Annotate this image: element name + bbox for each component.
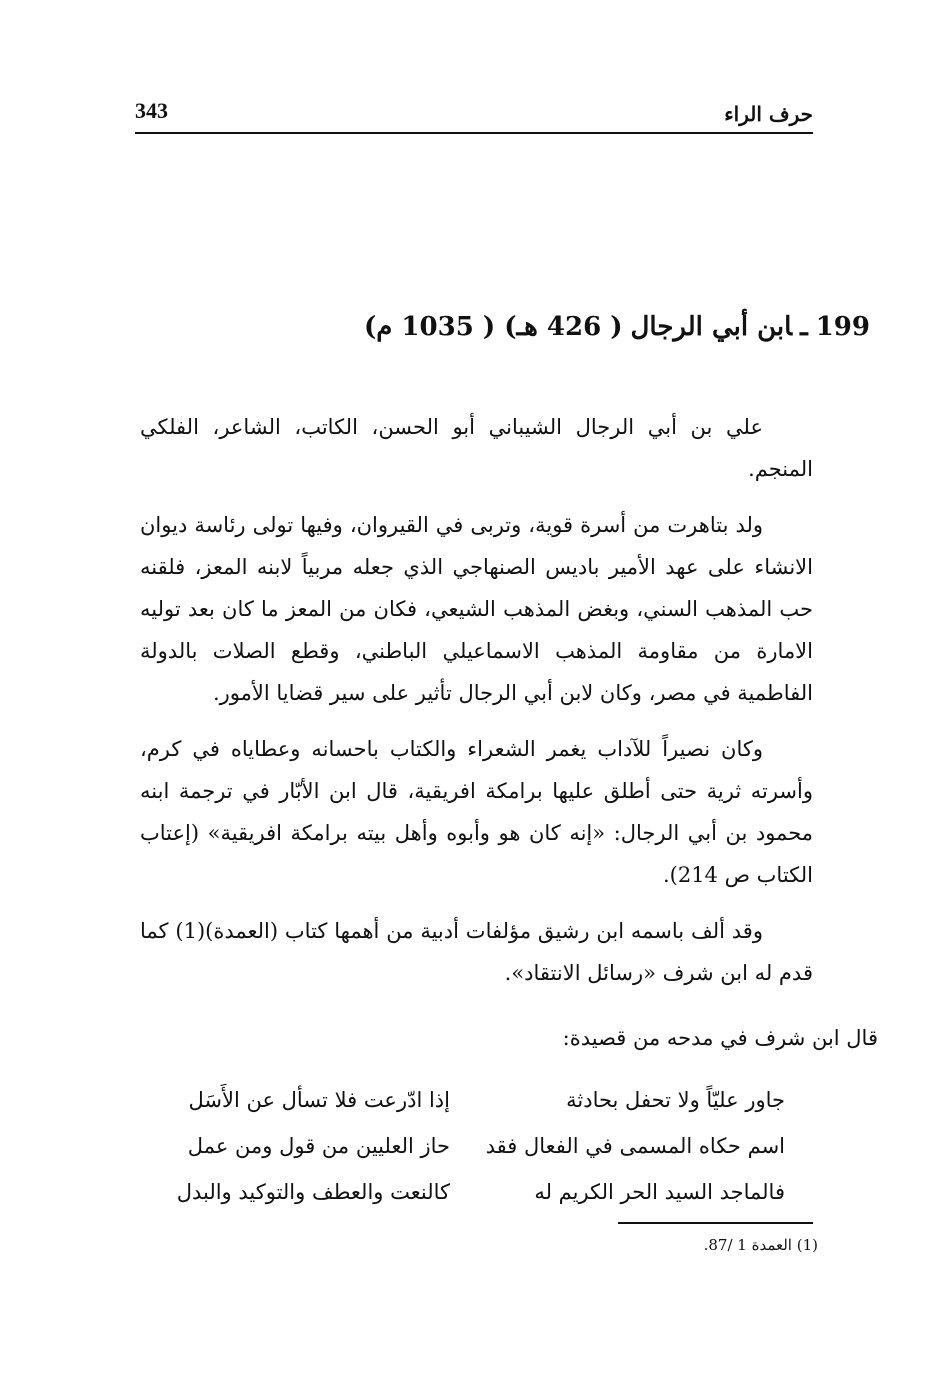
entry-dates: ( 426 هـ) ( 1035 م) bbox=[363, 312, 623, 342]
verse bbox=[160, 1126, 785, 1172]
header-rule bbox=[135, 132, 813, 134]
verse-second-hemistich: إذا ادّرعت فلا تسأل عن الأَسَل bbox=[188, 1088, 450, 1112]
verse-second-hemistich: كالنعت والعطف والتوكيد والبدل bbox=[176, 1180, 450, 1204]
section-title: حرف الراء bbox=[724, 102, 813, 126]
entry-number: 199 bbox=[815, 312, 870, 342]
paragraph-patronage: وكان نصيراً للآداب يغمر الشعراء والكتاب باحسانه وعطاياه في كرم، وأسرته ثرية حتى أطلق عليها برامكة افريقية، قال ابن الأبّار في ترجمة ابنه محمود بن أبي الرجال: «إنه كان هو وأبوه وأهل بيته برامكة افريقية» (إعتاب الكتاب ص 214). bbox=[140, 737, 813, 887]
poem-verses bbox=[160, 1080, 785, 1218]
paragraph-identity: علي بن أبي الرجال الشيباني أبو الحسن، الكاتب، الشاعر، الفلكي المنجم. bbox=[140, 415, 813, 481]
footnote-rule bbox=[618, 1222, 813, 1224]
poem-intro: قال ابن شرف في مدحه من قصيدة: bbox=[562, 1026, 878, 1050]
verse bbox=[160, 1172, 785, 1218]
verse-second-hemistich: حاز العليين من قول ومن عمل bbox=[187, 1134, 450, 1158]
entry-dash: ـ bbox=[800, 312, 808, 342]
paragraph-dedications: وقد ألف باسمه ابن رشيق مؤلفات أدبية من أهمها كتاب (العمدة)(1) كما قدم له ابن شرف «رسائل الانتقاد». bbox=[140, 919, 813, 985]
verse bbox=[160, 1080, 785, 1126]
page-number: 343 bbox=[135, 98, 168, 123]
running-header bbox=[135, 96, 813, 130]
paragraph-career: ولد بتاهرت من أسرة قوية، وتربى في القيروان، وفيها تولى رئاسة ديوان الانشاء على عهد الأمير باديس الصنهاجي الذي جعله مربياً لابنه المعز، فلقنه حب المذهب السني، وبغض المذهب الشيعي، فكان من المعز ما كان بعد توليه الامارة من مقاومة المذهب الاسماعيلي الباطني، وقطع الصلات بالدولة الفاطمية في مصر، وكان لابن أبي الرجال تأثير على سير قضايا الأمور. bbox=[140, 513, 813, 705]
entry-heading bbox=[356, 312, 870, 342]
entry-name: ابن أبي الرجال bbox=[630, 312, 793, 342]
biography-text bbox=[140, 406, 813, 1008]
footnote: (1) العمدة 1 /87. bbox=[703, 1236, 818, 1254]
verse-first-hemistich: اسم حكاه المسمى في الفعال فقد bbox=[485, 1134, 785, 1158]
verse-first-hemistich: فالماجد السيد الحر الكريم له bbox=[534, 1180, 785, 1204]
verse-first-hemistich: جاور عليّاً ولا تحفل بحادثة bbox=[566, 1088, 785, 1112]
